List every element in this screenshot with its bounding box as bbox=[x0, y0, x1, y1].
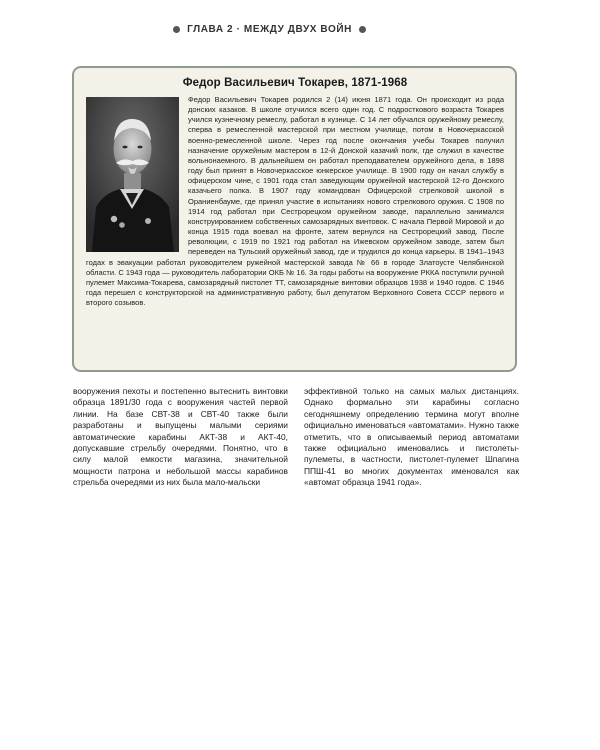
running-head bbox=[0, 24, 600, 35]
biography-title: Федор Васильевич Токарев, 1871-1968 bbox=[182, 77, 408, 89]
body-column-right bbox=[304, 386, 519, 489]
biography-box bbox=[72, 66, 517, 372]
bullet-dot-icon bbox=[173, 26, 180, 33]
body-paragraph-right: эффективной только на самых малых дистанциях. Однако формально эти карабины согласно сегодняшнему определению термина могут вполне официально именоваться «автоматами». Нужно также отметить, что в описываемый период автоматами также официально именовались и пистолеты-пулеметы, в частности, пистолет-пулемет Шпагина ППШ-41 во многих документах именовался как «автомат образца 1941 года». bbox=[304, 386, 519, 488]
body-paragraph-left: вооружения пехоты и постепенно вытеснить винтовки образца 1891/30 года с вооружения частей первой линии. На базе СВТ-38 и СВТ-40 также были разработаны и выпущены малыми сериями автоматические карабины АКТ-38 и АКТ-40, допускавшие стрельбу очередями. Понятно, что в силу малой емкости магазина, значительной мощности патрона и небольшой массы карабинов стрельба очередями из них была мало-мальски bbox=[73, 386, 288, 488]
biography-paragraph: Федор Васильевич Токарев родился 2 (14) июня 1871 года. Он происходит из рода донских казаков. В школе отучился всего один год. С подросткового возраста Токарев учился кузнечному ремеслу, работал в кузнице. С 14 лет обучался оружейному ремеслу, сперва в ремесленной мастерской при местном училище, потом в Новочеркасской военно-ремесленной школе. Через год после окончания учебы Токарев получил назначение оружейным мастером в 12-й Донской казачий полк, где служил в качестве вольнонаемного. В дальнейшем он работал преподавателем оружейного дела, в 1898 году был принят в Новочеркасское юнкерское училище. В 1900 году он начал службу в офицерском чине, с 1901 года стал заведующим оружейной мастерской 12-го Донского казачьего полка. В 1907 году командован Офицерской стрелковой школой в Ораниенбауме, где принял участие в испытаниях нового стрелкового оружия. С 1908 по 1914 год работал при Сестрорецком оружейном заводе, параллельно занимался конструированием собственных самозарядных винтовок. С начала Первой Мировой и до конца 1915 года воевал на фронте, затем вернулся на Сестрорецкий завод. После революции, с 1919 по 1921 год работал на Ижевском оружейном заводе, затем был переведен на Тульский оружейный завод, где и трудился до конца карьеры. В 1941–1943 годах в эвакуации работал руководителем ружейной мастерской завода № 66 в городе Златоусте Челябинской области. С 1943 года — руководитель лаборатории ОКБ № 16. За годы работы на вооружение РККА поступили ручной пулемет Максима-Токарева, самозарядный пистолет ТТ, самозарядные винтовки образцов 1938 и 1940 годов. С 1946 года перешел с конструкторской на административную работу, был депутатом Верховного Совета СССР первого и второго созывов. bbox=[86, 95, 504, 308]
biography-text-block bbox=[86, 95, 504, 308]
bullet-dot-icon bbox=[359, 26, 366, 33]
running-head-text: ГЛАВА 2 · МЕЖДУ ДВУХ ВОЙН bbox=[187, 24, 352, 35]
portrait-illustration bbox=[86, 97, 179, 252]
body-text-columns bbox=[73, 386, 519, 489]
body-column-left bbox=[73, 386, 288, 489]
portrait-photo-icon bbox=[86, 97, 179, 252]
